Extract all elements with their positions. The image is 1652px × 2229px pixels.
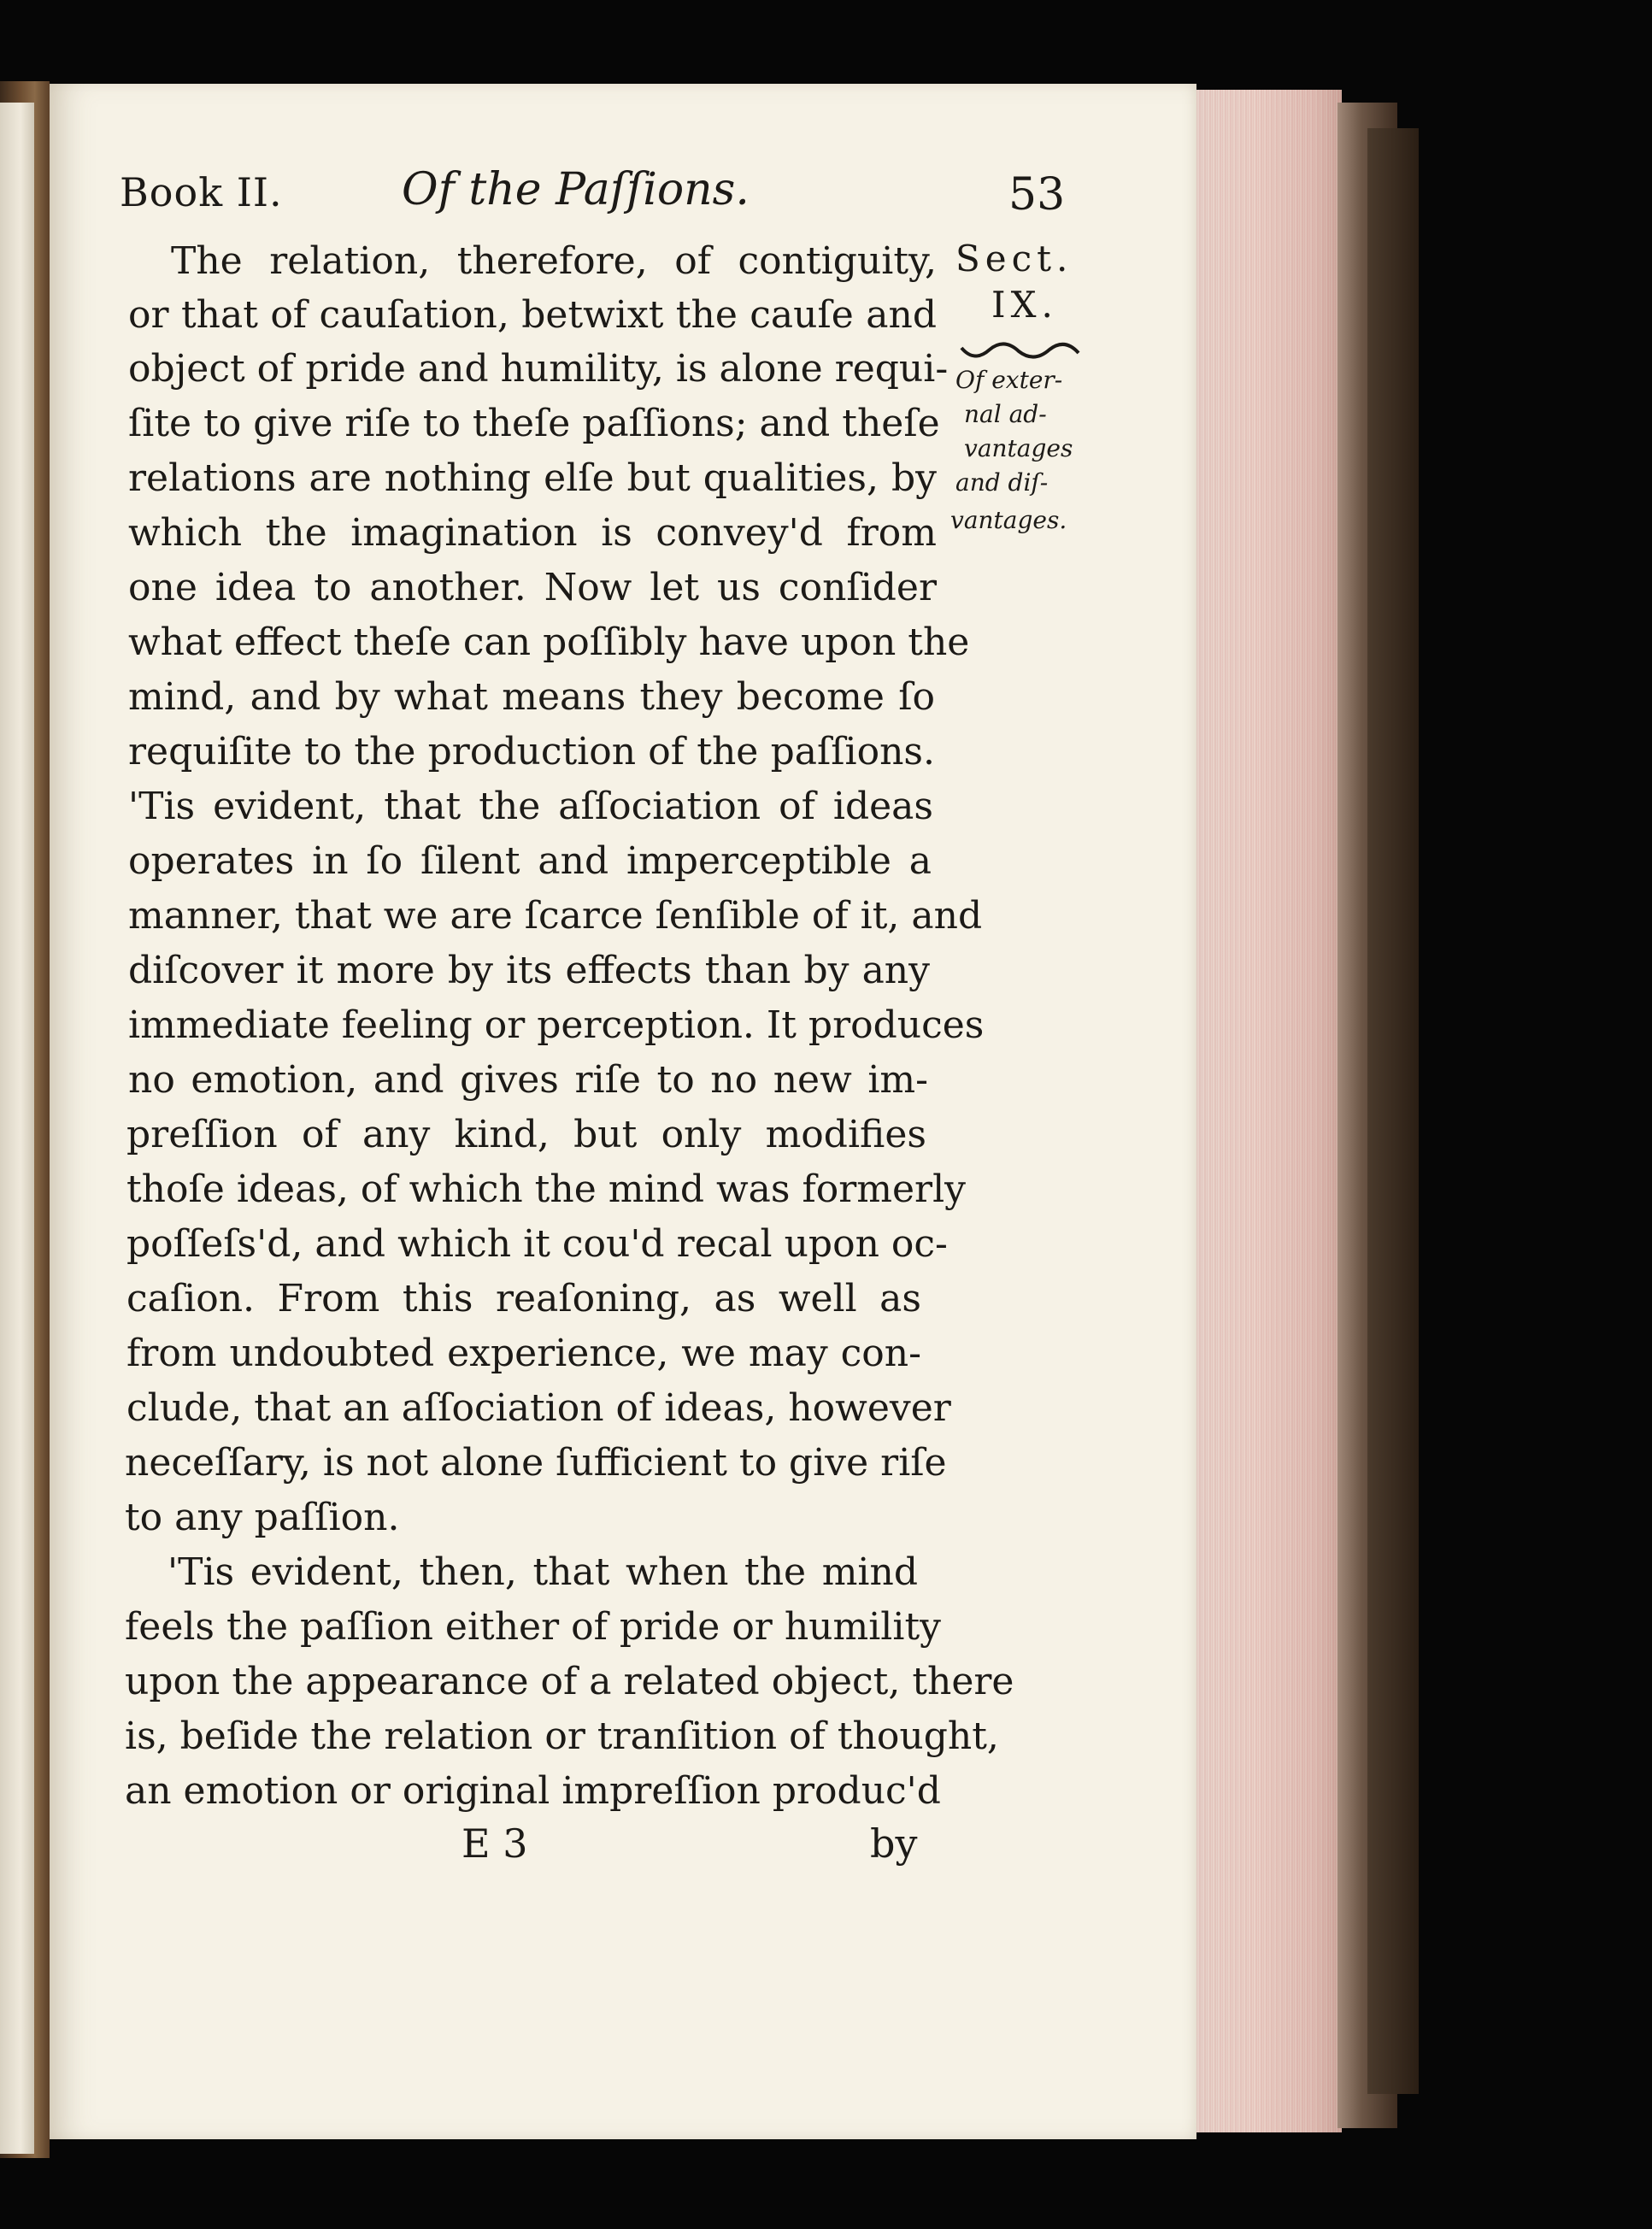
margin-section-number: IX. <box>991 284 1058 326</box>
body-line: what effect theſe can poſſibly have upon the <box>128 620 970 664</box>
body-line: an emotion or original impreſſion produc'd <box>125 1769 941 1813</box>
body-line: immediate feeling or perception. It produces <box>128 1003 985 1047</box>
page-block-fore-edge <box>1196 90 1342 2132</box>
body-line: mind, and by what means they become ſo <box>128 675 935 719</box>
body-line: feels the paſſion either of pride or humility <box>125 1605 941 1649</box>
running-head-book: Book II. <box>120 169 283 215</box>
body-line: upon the appearance of a related object, there <box>125 1660 1014 1703</box>
margin-ornament <box>957 338 1085 363</box>
body-line: 'Tis evident, then, that when the mind <box>168 1550 918 1594</box>
body-line: diſcover it more by its effects than by any <box>128 949 930 992</box>
body-line: relations are nothing elſe but qualities, by <box>128 456 937 500</box>
body-line: is, beſide the relation or tranſition of thought, <box>125 1714 999 1758</box>
body-line: or that of cauſation, betwixt the cauſe and <box>128 293 937 337</box>
margin-note-line: and diſ- <box>955 468 1049 497</box>
margin-note-line: vantages. <box>950 506 1067 534</box>
body-line: thoſe ideas, of which the mind was formerly <box>126 1167 967 1211</box>
margin-section-label: Sect. <box>955 238 1073 279</box>
running-head-title: Of the Paſſions. <box>402 164 750 215</box>
body-line: no emotion, and gives riſe to no new im- <box>128 1058 928 1102</box>
body-line: caſion. From this reaſoning, as well as <box>126 1277 921 1320</box>
body-line: 'Tis evident, that the aſſociation of ideas <box>128 785 933 828</box>
body-line: operates in ſo ſilent and imperceptible a <box>128 839 932 883</box>
body-line: to any paſſion. <box>125 1496 400 1539</box>
margin-note-line: nal ad- <box>964 400 1047 428</box>
body-line: clude, that an aſſociation of ideas, however <box>126 1386 951 1430</box>
body-line: requiſite to the production of the paſſions. <box>128 730 935 773</box>
catchword: by <box>870 1820 918 1867</box>
body-line: which the imagination is convey'd from <box>128 511 937 555</box>
signature-mark: E 3 <box>462 1820 528 1867</box>
body-line: ſite to give riſe to theſe paſſions; and theſe <box>128 402 940 445</box>
page-number: 53 <box>1008 169 1066 221</box>
body-line: manner, that we are ſcarce ſenſible of it, and <box>128 894 983 938</box>
body-line: preſſion of any kind, but only modifies <box>126 1113 926 1156</box>
body-line: The relation, therefore, of contiguity, <box>171 239 937 283</box>
margin-note-line: Of exter- <box>955 366 1063 394</box>
previous-page-edge <box>0 103 34 2154</box>
margin-note-line: vantages <box>964 434 1073 462</box>
back-cover-edge <box>1367 128 1419 2094</box>
body-line: object of pride and humility, is alone requi- <box>128 347 949 391</box>
body-line: poſſeſs'd, and which it cou'd recal upon oc- <box>126 1222 948 1266</box>
body-line: neceſſary, is not alone ſufficient to give riſe <box>125 1441 947 1485</box>
body-line: from undoubted experience, we may con- <box>126 1332 921 1375</box>
body-line: one idea to another. Now let us conſider <box>128 566 937 609</box>
